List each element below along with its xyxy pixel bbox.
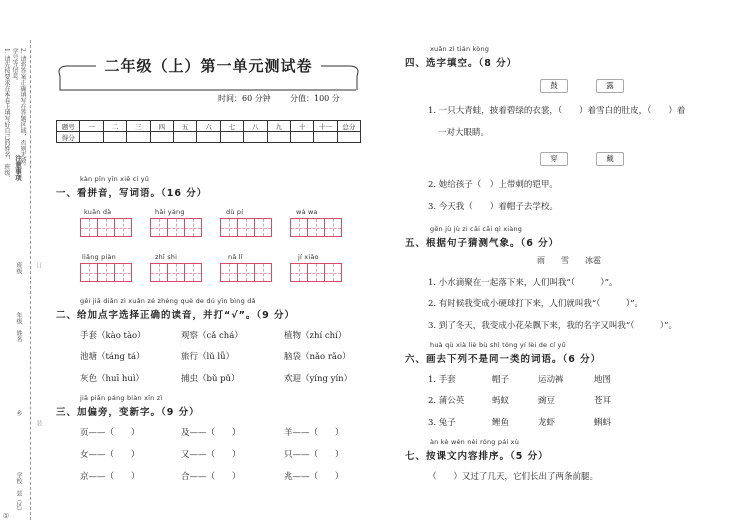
choice-word-box: 穿: [540, 152, 568, 166]
pinyin-label: wá wa: [296, 208, 318, 216]
table-cell: 十一: [314, 121, 337, 132]
reading-choice[interactable]: 观察（cǎ chá）: [181, 331, 243, 341]
s7-title: 七、按课文内容排序。（5 分）: [405, 451, 549, 462]
s7-pinyin: àn kè wén nèi róng pái xù: [430, 438, 520, 446]
writing-grid[interactable]: [150, 263, 201, 282]
writing-grid[interactable]: [290, 218, 341, 237]
radical-item[interactable]: 又——（ ）: [181, 450, 241, 460]
score-cell[interactable]: [80, 132, 103, 143]
table-cell: 八: [244, 121, 267, 132]
s2-pinyin: gěi jiā diǎn zì xuǎn zé zhèng què de dú yīn bìng dǎ: [80, 297, 256, 305]
page-title: 二年级（上）第一单元测试卷: [104, 57, 313, 75]
table-cell: 二: [103, 121, 126, 132]
word-item[interactable]: 地图: [594, 375, 612, 385]
table-cell: 五: [173, 121, 196, 132]
s2-title: 二、给加点字选择正确的读音，并打“√”。（9 分）: [56, 310, 295, 321]
word-item[interactable]: 1. 手套: [428, 375, 456, 385]
word-item[interactable]: 蝌蚪: [594, 418, 612, 428]
s5-q1[interactable]: 1. 小水滴聚在一起落下来，人们叫我“（ ）”。: [428, 278, 618, 288]
score-cell[interactable]: [150, 132, 173, 143]
s1-title: 一、看拼音，写词语。（16 分）: [56, 188, 208, 199]
score-table-header-row: [57, 121, 361, 132]
table-cell: 六: [197, 121, 220, 132]
score-cell[interactable]: [127, 132, 150, 143]
score-cell[interactable]: [197, 132, 220, 143]
radical-item[interactable]: 兆——（ ）: [284, 472, 344, 482]
notes-label: 注意事项: [14, 155, 22, 181]
table-cell: 三: [127, 121, 150, 132]
score-cell[interactable]: [337, 132, 360, 143]
score-cell[interactable]: [267, 132, 290, 143]
field-county-label: 县（区）: [15, 490, 22, 514]
radical-item[interactable]: 京——（ ）: [80, 472, 140, 482]
radical-item[interactable]: 女——（ ）: [80, 450, 140, 460]
field-school-label: 学校: [15, 472, 22, 484]
cut-mark: 装: [35, 420, 42, 426]
s5-q3[interactable]: 3. 到了冬天，我变成小花朵飘下来，我的名字又叫我“（ ）”。: [428, 321, 678, 331]
table-cell: 九: [267, 121, 290, 132]
word-item[interactable]: 苍耳: [594, 396, 612, 406]
s4-title: 四、选字填空。（8 分）: [405, 58, 518, 69]
score-cell[interactable]: [244, 132, 267, 143]
word-item[interactable]: 豌豆: [538, 396, 556, 406]
pinyin-label: kuān dà: [84, 208, 112, 216]
radical-item[interactable]: 页——（ ）: [80, 428, 140, 438]
s6-pinyin: huà qù xià liè bù shì tóng yí lèi de cí yǔ: [430, 341, 566, 349]
writing-grid[interactable]: [150, 218, 201, 237]
field-class-label: 班级: [15, 262, 22, 274]
s7-q1[interactable]: （ ）又过了几天，它们长出了两条前腿。: [428, 472, 599, 482]
time-info: 时间：60 分钟: [218, 94, 271, 103]
table-cell: 得分: [57, 132, 80, 143]
choice-word-box: 鼓: [540, 79, 568, 93]
table-cell: 题号: [57, 121, 80, 132]
table-cell: 总分: [337, 121, 360, 132]
radical-item[interactable]: 羊——（ ）: [284, 428, 344, 438]
margin-note: 1. 请先按要求在本卷上填写好自己的姓名、班级、: [3, 48, 10, 182]
word-item[interactable]: 2. 蒲公英: [428, 396, 465, 406]
margin-note: 2. 请将答案正确填写在答题区域，否则无效。: [19, 48, 26, 170]
reading-choice[interactable]: 旅行（lǔ lǚ）: [181, 352, 235, 362]
word-item[interactable]: 蚂蚁: [492, 396, 510, 406]
s4-pinyin: xuǎn zì tián kòng: [430, 45, 490, 53]
word-item[interactable]: 3. 兔子: [428, 418, 456, 428]
choice-word-box: 戴: [596, 152, 624, 166]
writing-grid[interactable]: [220, 218, 271, 237]
word-item[interactable]: 鲤鱼: [492, 418, 510, 428]
s5-q2[interactable]: 2. 有时候我变成小硬球打下来，人们就叫我“（ ）”。: [428, 299, 644, 309]
score-cell[interactable]: [103, 132, 126, 143]
table-cell: 七: [220, 121, 243, 132]
writing-grid[interactable]: [80, 218, 131, 237]
pinyin-label: nǎ lǐ: [228, 253, 243, 261]
radical-item[interactable]: 只——（ ）: [284, 450, 344, 460]
s4-q2[interactable]: 2. 她给孩子（ ）上带刺的铠甲。: [428, 180, 558, 190]
writing-grid[interactable]: [80, 263, 131, 282]
field-name-label: 姓名: [15, 330, 22, 342]
writing-grid[interactable]: [220, 263, 271, 282]
s3-pinyin: jiā piān páng biàn xīn zì: [80, 394, 163, 402]
field-grade-label: 年级: [15, 312, 22, 324]
score-info: 分值：100 分: [290, 94, 340, 103]
choice-word-box: 露: [596, 79, 624, 93]
s6-title: 六、画去下列不是同一类的词语。（6 分）: [405, 354, 602, 365]
cut-mark: 订: [35, 262, 42, 268]
score-cell[interactable]: [290, 132, 313, 143]
reading-choice[interactable]: 灰色（huī huì）: [80, 374, 145, 384]
pinyin-label: zhī shi: [155, 253, 178, 261]
score-cell[interactable]: [173, 132, 196, 143]
s5-word-bank: 雨 雪 冰雹: [537, 256, 601, 265]
field-township-label: 乡: [15, 410, 22, 416]
pinyin-label: hǎi yáng: [155, 208, 185, 216]
reading-choice[interactable]: 脑袋（nǎo rǎo）: [284, 352, 351, 362]
s4-q3[interactable]: 3. 今天我（ ）着帽子去学校。: [428, 202, 558, 212]
s4-q1-line2: 一对大眼睛。: [438, 128, 490, 138]
s1-pinyin: kàn pīn yīn xiě cí yǔ: [80, 175, 150, 183]
radical-item[interactable]: 及——（ ）: [181, 428, 241, 438]
reading-choice[interactable]: 欢迎（yíng yín）: [284, 374, 353, 384]
writing-grid[interactable]: [290, 263, 341, 282]
s3-title: 三、加偏旁，变新字。（9 分）: [56, 407, 200, 418]
s5-pinyin: gēn jù jù zi cāi cāi qì xiàng: [430, 225, 523, 233]
word-item[interactable]: 运动裤: [538, 375, 564, 385]
word-item[interactable]: 帽子: [492, 375, 510, 385]
radical-item[interactable]: 合——（ ）: [181, 472, 241, 482]
margin-cut-line: [30, 40, 31, 520]
score-cell[interactable]: [314, 132, 337, 143]
score-cell[interactable]: [220, 132, 243, 143]
pinyin-label: liǎng piàn: [82, 253, 116, 261]
table-cell: 十: [290, 121, 313, 132]
s4-q1-line1[interactable]: 1. 一只大青蛙，披着碧绿的衣裳，（ ）着雪白的肚皮，（ ）着: [428, 106, 686, 116]
score-table-score-row: [57, 132, 361, 143]
table-cell: 一: [80, 121, 103, 132]
page-number-icon: ①: [3, 512, 10, 520]
table-cell: 四: [150, 121, 173, 132]
reading-choice[interactable]: 植物（zhí chí）: [284, 331, 347, 341]
margin-note: 学号等信息。: [11, 48, 18, 84]
word-item[interactable]: 龙虾: [538, 418, 556, 428]
reading-choice[interactable]: 捕虫（bǔ pǔ）: [181, 374, 240, 384]
pinyin-label: dù pí: [226, 208, 244, 216]
pinyin-label: jí xiǎo: [298, 253, 319, 261]
score-table: [56, 120, 361, 143]
s5-title: 五、根据句子猜测气象。（6 分）: [405, 238, 560, 249]
reading-choice[interactable]: 池塘（táng tá）: [80, 352, 145, 362]
reading-choice[interactable]: 手套（kào tào）: [80, 331, 146, 341]
